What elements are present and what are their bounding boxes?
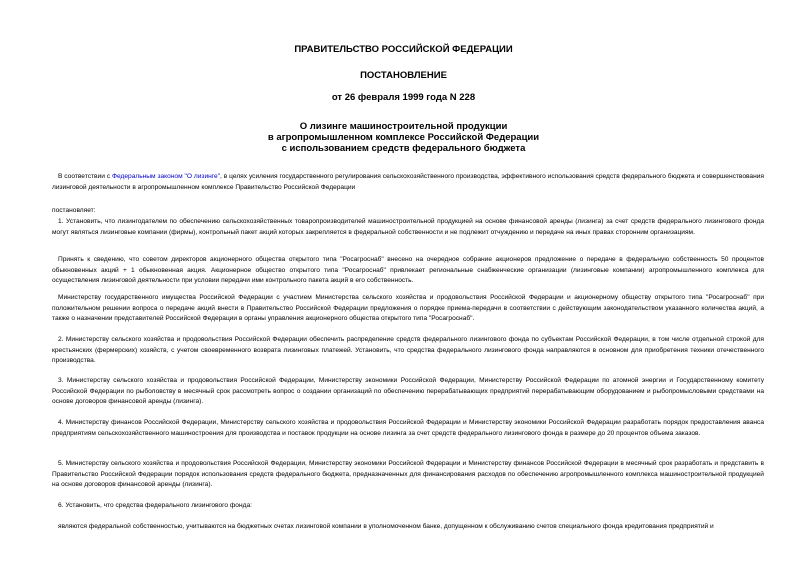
paragraph-4: 4. Министерству финансов Российской Федерации, Министерству сельского хозяйства и продовольствия Российской Федерации и Министерству экономики Российской Федерации разработать порядок предоставления аванса предприятиям сельскохозяйственного машиностроения для производства и поставок продукции на основе лизинга за счет средств федерального лизингового фонда в размере до 20 процентов объема заказов. <box>52 419 764 437</box>
title-line-2: в агропромышленном комплексе Российской Федерации <box>267 132 540 143</box>
paragraph-6-item: являются федеральной собственностью, учитываются на бюджетных счетах лизинговой компании в уполномоченном банке, допущенном к обслуживанию счетов специального фонда кредитования предприятий и <box>58 523 714 530</box>
date-number: от 26 февраля 1999 года N 228 <box>331 92 476 103</box>
federal-law-link[interactable]: Федеральным законом "О лизинге" <box>111 173 221 180</box>
paragraph-1: 1. Установить, что лизингодателем по обеспечению сельскохозяйственных товаропроизводителей машиностроительной продукцией на основе финансовой аренды (лизинга) за счет средств федерального лизингового фонда могут являться лизинговые компании (фирмы), контрольный пакет акций которых закрепляется в федеральной собственности и не подлежит отчуждению и передаче на иных правах сторонним организациям. <box>52 218 764 236</box>
title-line-1: О лизинге машиностроительной продукции <box>299 121 508 132</box>
paragraph-1-note: Принять к сведению, что советом директоров акционерного общества открытого типа "Росагроснаб" внесено на очередное собрание акционеров предложение о передаче в федеральную собственность 50 процентов обыкновенных акций + 1 обыкновенная акция. Акционерное общество открытого типа "Росагроснаб" привлекает региональные снабженческие организации (лизинговые компании) агропромышленного комплекса для осуществления лизинговой деятельности при условии передачи ими контрольного пакета акций в его собственность. <box>52 256 764 284</box>
paragraph-6: 6. Установить, что средства федерального лизингового фонда: <box>58 502 252 509</box>
paragraph-5: 5. Министерству сельского хозяйства и продовольствия Российской Федерации, Министерству экономики Российской Федерации и Министерству финансов Российской Федерации в месячный срок разработать и представить в Правительство Российской Федерации порядок использования средств федерального бюджета, предназначенных для финансирования расходов по обеспечению агропромышленного комплекса машиностроительной продукцией на основе договоров финансовой аренды (лизинга). <box>52 460 764 488</box>
intro-prefix: В соответствии с <box>58 173 112 180</box>
paragraph-1-ministry: Министерству государственного имущества Российской Федерации с участием Министерства сельского хозяйства и продовольствия Российской Федерации и акционерному обществу открытого типа "Росагроснаб" при положительном решении вопроса о передаче акций внести в Правительство Российской Федерации предложения о порядке приема-передачи в соответствии с действующим законодательством указанного количества акций, а также о назначении представителей Российской Федерации в органы управления акционерного общества открытого типа "Росагроснаб". <box>52 294 764 322</box>
decree-word: постановляет: <box>52 207 96 214</box>
paragraph-3: 3. Министерству сельского хозяйства и продовольствия Российской Федерации, Министерству экономики Российской Федерации, Министерству Российской Федерации по атомной энергии и Государственному комитету Российской Федерации по рыболовству в месячный срок рассмотреть вопрос о создании организаций по обеспечению перерабатывающих предприятий перерабатывающим оборудованием и рыбопромысловыми средствами на основе договоров финансовой аренды (лизинга). <box>52 377 764 405</box>
doc-type-heading: ПОСТАНОВЛЕНИЕ <box>360 70 447 81</box>
paragraph-2: 2. Министерству сельского хозяйства и продовольствия Российской Федерации обеспечить распределение средств федерального лизингового фонда по субъектам Российской Федерации, в том числе отдельной строкой для крестьянских (фермерских) хозяйств, с учетом своевременного возврата лизинговых платежей. Установить, что средства федерального лизингового фонда направляются в основном для приобретения техники отечественного производства. <box>52 336 764 364</box>
title-line-3: с использованием средств федерального бюджета <box>281 143 526 154</box>
government-heading: ПРАВИТЕЛЬСТВО РОССИЙСКОЙ ФЕДЕРАЦИИ <box>294 44 513 55</box>
intro-paragraph <box>52 172 764 193</box>
intro-suffix: , в целях усиления государственного регулирования сельскохозяйственного производства, эффективного использования средств федерального бюджета и совершенствования лизинговой деятельности в агропромышленном комплексе Правительство Российской Федерации <box>52 173 764 191</box>
